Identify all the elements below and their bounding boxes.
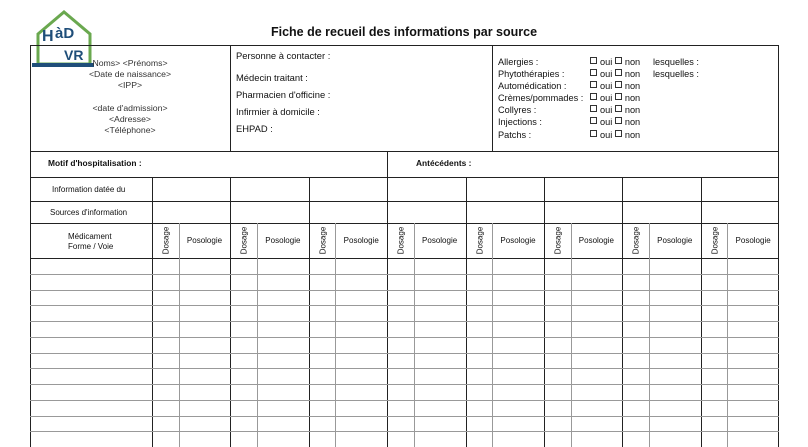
svg-text:àD: àD [55,25,75,42]
checkbox-oui[interactable] [590,81,597,88]
patient-field: <date d'admission> [92,103,168,113]
yes-no-options [590,80,650,92]
checkbox-oui[interactable] [590,130,597,137]
table-data-row-line [30,274,779,275]
source-group-line [701,177,702,447]
checkbox-non[interactable] [615,130,622,137]
yes-no-options [590,104,650,116]
allergy-block [498,56,778,141]
dosage-col-line [727,223,728,447]
allergy-label: Allergies : [498,57,539,67]
oui-label: oui [600,81,615,92]
dosage-header: Dosage [239,226,249,255]
table-data-row-line [30,337,779,338]
sources-label: Sources d'information [50,208,128,217]
table-data-row-line [30,400,779,401]
allergy-row [498,104,778,116]
table-data-row-line [30,321,779,322]
allergy-label: Automédication : [498,81,567,92]
posologie-header: Posologie [578,236,614,245]
forme-voie-label: Forme / Voie [68,242,114,251]
allergy-label: Crèmes/pommades : [498,93,584,104]
posologie-header: Posologie [657,236,693,245]
allergy-row [498,116,778,128]
non-label: non [624,69,641,80]
patient-field: <IPP> [117,80,143,90]
table-row-line [30,201,779,202]
allergy-row [498,68,778,80]
divider-patient [230,45,231,151]
non-label: non [624,81,641,92]
posologie-header: Posologie [500,236,536,245]
divider-motif [387,151,388,177]
patient-field: <Date de naissance> [88,69,172,79]
patient-field: <Téléphone> [104,125,156,135]
source-group-line [230,177,231,447]
non-label: non [624,105,641,116]
oui-label: oui [600,69,615,80]
checkbox-non[interactable] [615,81,622,88]
non-label: non [624,129,641,140]
dosage-header: Dosage [631,226,641,255]
table-data-row-line [30,384,779,385]
oui-label: oui [600,93,615,104]
dosage-header: Dosage [396,226,406,255]
source-group-line [466,177,467,447]
divider-top-section [30,151,779,152]
yes-no-options [590,129,650,141]
divider-motif-bottom [30,177,779,178]
source-group-line [387,177,388,447]
svg-text:H: H [42,28,54,45]
allergy-row [498,80,778,92]
dosage-header: Dosage [161,226,171,255]
checkbox-oui[interactable] [590,69,597,76]
checkbox-non[interactable] [615,117,622,124]
table-data-row-line [30,290,779,291]
posologie-header: Posologie [422,236,458,245]
dosage-col-line [414,223,415,447]
dosage-header: Dosage [475,226,484,255]
contact-field: Infirmier à domicile : [236,106,320,117]
checkbox-non[interactable] [615,105,622,112]
oui-label: oui [600,105,615,116]
motif-label: Motif d'hospitalisation : [48,158,142,168]
oui-label: oui [600,117,615,128]
posologie-header: Posologie [265,236,301,245]
checkbox-non[interactable] [615,69,622,76]
allergy-label: Patchs : [498,129,532,140]
lesquelles-label: lesquelles : [653,57,699,67]
checkbox-oui[interactable] [590,57,597,64]
dosage-col-line [571,223,572,447]
yes-no-options [590,56,650,68]
yes-no-options [590,116,650,128]
checkbox-oui[interactable] [590,93,597,100]
allergy-label: Injections : [498,117,542,128]
contact-field: Médecin traitant : [236,72,308,83]
checkbox-oui[interactable] [590,117,597,124]
medicament-label: Médicament [68,232,112,241]
non-label: non [624,57,641,67]
table-data-row-line [30,353,779,354]
dosage-header: Dosage [553,226,563,255]
checkbox-non[interactable] [615,57,622,64]
source-group-line [309,177,310,447]
table-data-row-line [30,368,779,369]
dosage-col-line [492,223,493,447]
svg-text:VR: VR [64,47,84,63]
checkbox-oui[interactable] [590,105,597,112]
oui-label: oui [600,57,615,67]
contact-field: Pharmacien d'officine : [236,89,331,100]
non-label: non [624,117,641,128]
contact-field: EHPAD : [236,123,273,134]
divider-contacts [492,45,493,151]
dosage-col-line [179,223,180,447]
posologie-header: Posologie [735,236,771,245]
allergy-label: Collyres : [498,105,537,116]
lesquelles-label: lesquelles : [653,69,699,80]
dosage-header: Dosage [318,226,328,255]
dosage-col-line [649,223,650,447]
antecedents-label: Antécédents : [416,158,472,168]
source-group-line [622,177,623,447]
page-title: Fiche de recueil des informations par source [270,25,538,39]
checkbox-non[interactable] [615,93,622,100]
posologie-header: Posologie [343,236,379,245]
contact-field: Personne à contacter : [236,50,331,61]
allergy-row [498,56,778,68]
table-data-row-line [30,305,779,306]
source-group-line [544,177,545,447]
dosage-col-line [257,223,258,447]
allergy-row [498,129,778,141]
allergy-row [498,92,778,104]
allergy-label: Phytothérapies : [498,69,565,80]
dosage-col-line [335,223,336,447]
posologie-header: Posologie [186,236,223,245]
yes-no-options [590,68,650,80]
yes-no-options [590,92,650,104]
patient-field: <Adresse> [108,114,152,124]
table-data-row-line [30,431,779,432]
table-data-row-line [30,416,779,417]
non-label: non [624,93,641,104]
dosage-header: Dosage [710,226,720,255]
table-first-col-line [152,177,153,447]
oui-label: oui [600,129,615,140]
patient-field: Noms> <Prénoms> [92,58,168,68]
info-date-label: Information datée du [52,185,126,194]
